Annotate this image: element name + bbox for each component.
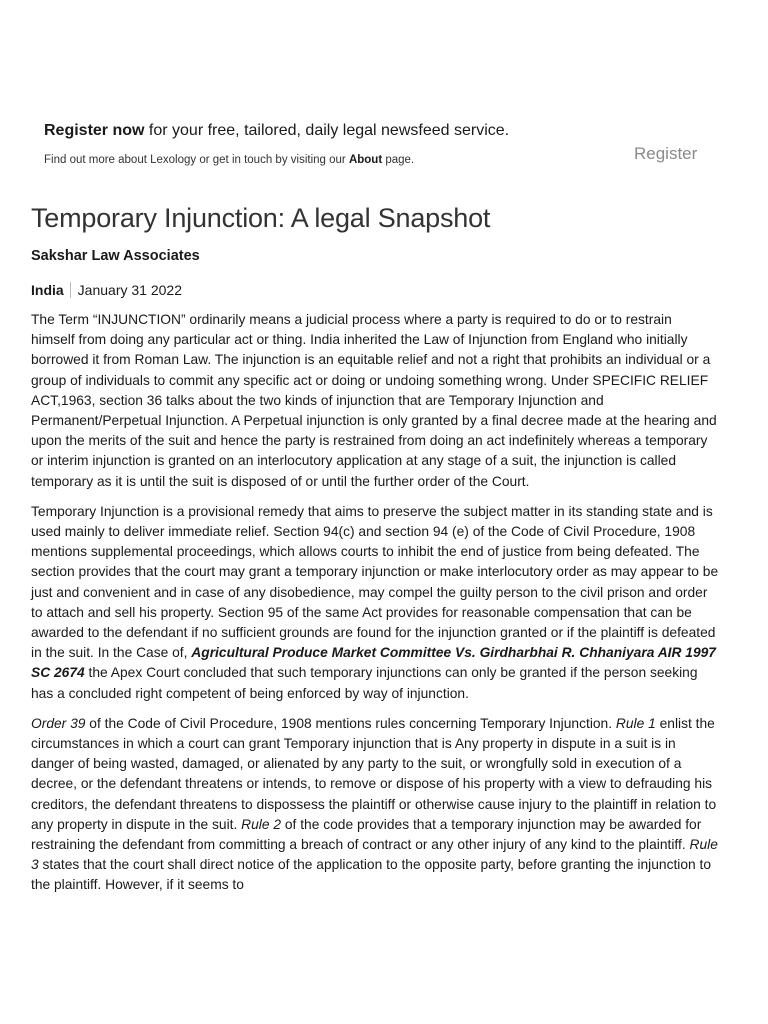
banner-sub-prefix: Find out more about Lexology or get in touch by visiting our: [44, 154, 349, 166]
case-citation: Agricultural Produce Market Committee Vs. Girdharbhai R. Chhaniyara AIR 1997 SC 2674: [31, 645, 716, 681]
register-button[interactable]: Register: [634, 144, 698, 163]
register-banner: [44, 120, 734, 166]
article-title: Temporary Injunction: A legal Snapshot: [31, 203, 491, 233]
paragraph-3-text-a: of the Code of Civil Procedure, 1908 mentions rules concerning Temporary Injunction.: [85, 715, 616, 731]
banner-sub-suffix: page.: [382, 154, 415, 166]
about-link[interactable]: About: [348, 154, 383, 166]
article-paragraph-3: [31, 714, 719, 896]
article-paragraph-1: The Term “INJUNCTION” ordinarily means a judicial process where a party is required to do or to restrain himself from doing any particular act or thing. India inherited the Law of Injunction from England who initially borrowed it from Roman Law. The injunction is an equitable relief and not a right that prohibits an individual or a group of individuals to commit any specific act or doing or undoing something wrong. Under SPECIFIC RELIEF ACT,1963, section 36 talks about the two kinds of injunction that are Temporary Injunction and Permanent/Perpetual Injunction. A Perpetual injunction is only granted by a final decree made at the hearing and upon the merits of the suit and hence the party is restrained from doing an act indefinitely whereas a temporary or interim injunction is granted on an interlocutory application at any stage of a suit, the injunction is called temporary as it is until the suit is disposed of or until the further order of the Court.: [31, 312, 717, 489]
article-meta: [31, 282, 719, 298]
order-39-reference: Order 39: [31, 715, 86, 731]
article-paragraph-2: [31, 502, 719, 704]
banner-tagline: for your free, tailored, daily legal newsfeed service.: [144, 122, 510, 139]
paragraph-2-text-b: the Apex Court concluded that such temporary injunctions can only be granted if the person seeking has a concluded right competent of being enforced by way of injunction.: [31, 665, 698, 701]
rule-3-reference: Rule 3: [31, 837, 718, 873]
article-date: January 31 2022: [77, 282, 182, 298]
article: [31, 200, 719, 896]
paragraph-2-text-a: Temporary Injunction is a provisional remedy that aims to preserve the subject matter in its standing state and is used mainly to deliver immediate relief. Section 94(c) and section 94 (e) of the Code of Civil Procedure, 1908 mentions supplemental proceedings, which allows courts to inhibit the end of justice from being defeated. The section provides that the court may grant a temporary injunction or make interlocutory order as may appear to be just and convenient and in case of any disobedience, may compel the guilty person to the civil prison and order to attach and sell his property. Section 95 of the same Act provides for reasonable compensation that can be awarded to the defendant if no sufficient grounds are found for the injunction granted or if the plaintiff is defeated in the suit. In the Case of,: [31, 503, 719, 661]
banner-headline: [44, 120, 734, 142]
article-country[interactable]: India: [31, 282, 71, 298]
article-author[interactable]: Sakshar Law Associates: [31, 248, 200, 264]
banner-subtext: [44, 154, 414, 166]
paragraph-3-text-c: of the code provides that a temporary injunction may be awarded for restraining the defendant from committing a breach of contract or any other injury of any kind to the plaintiff.: [31, 816, 702, 853]
register-now-link[interactable]: Register now: [44, 122, 145, 139]
paragraph-3-text-d: states that the court shall direct notice of the application to the opposite party, before granting the injunction to the plaintiff. However, if it seems to: [31, 857, 712, 893]
rule-1-reference: Rule 1: [615, 715, 656, 731]
rule-2-reference: Rule 2: [241, 816, 282, 832]
paragraph-3-text-b: enlist the circumstances in which a court can grant Temporary injunction that is Any property in dispute in a suit is in danger of being wasted, damaged, or alienated by any party to the suit, or wrongfully sold in execution of a decree, or the defendant threatens or intends, to remove or dispose of his property with a view to defrauding his creditors, the defendant threatens to dispossess the plaintiff or otherwise cause injury to the plaintiff in relation to any property in dispute in the suit.: [31, 715, 717, 832]
